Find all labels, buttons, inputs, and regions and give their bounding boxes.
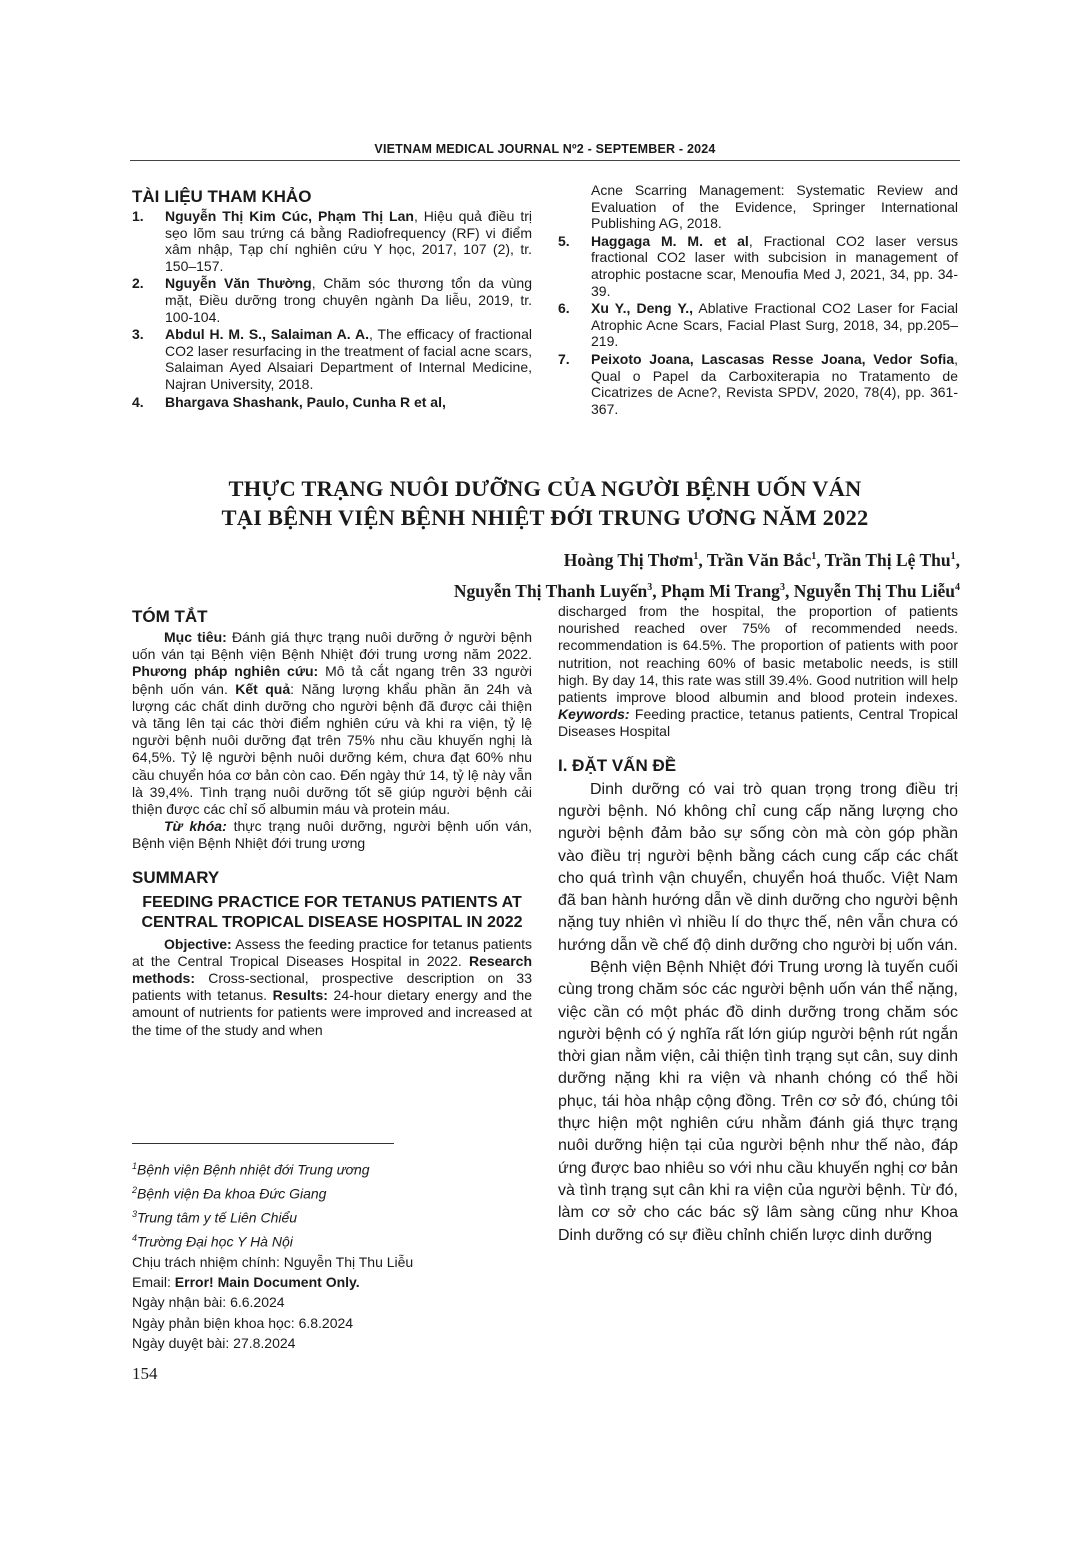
author-affiliation: 3 bbox=[647, 581, 653, 593]
reference-details: , Chăm sóc thương tổn da vùng mặt, Điều dưỡng trong chuyên ngành Da liễu, 2019, tr. 100-104. bbox=[165, 275, 532, 325]
review-date: Ngày phản biện khoa học: 6.8.2024 bbox=[132, 1314, 354, 1331]
author-affiliation: 4 bbox=[955, 581, 960, 593]
summary-keywords-text: Feeding practice, tetanus patients, Central Tropical Diseases Hospital bbox=[558, 706, 958, 740]
author-name: Phạm Mi Trang bbox=[661, 580, 780, 601]
page-number: 154 bbox=[132, 1364, 158, 1383]
summary-results-continued: discharged from the hospital, the proportion of patients nourished reached over 75% of recommended needs. recommendation is 64.5%. The proportion of patients with poor nutrition, not reaching 60% of basic metabolic needs, is still high. By day 14, this rate was still 39.4%. Good nutrition will help patients improve blood albumin and blood protein indexes. bbox=[558, 603, 958, 706]
summary-results-label: Results: bbox=[272, 987, 328, 1004]
right-column bbox=[558, 603, 958, 1247]
affiliation-4: $^4$Trường Đại học Y Hà Nội bbox=[132, 1232, 293, 1250]
reference-item bbox=[132, 275, 532, 325]
summary-paragraph bbox=[132, 936, 532, 1039]
reference-authors: Nguyễn Văn Thường bbox=[165, 275, 312, 292]
reference-item bbox=[132, 326, 532, 392]
summary-title: FEEDING PRACTICE FOR TETANUS PATIENTS AT CENTRAL TROPICAL DISEASE HOSPITAL IN 2022 bbox=[141, 893, 523, 932]
reference-item bbox=[558, 233, 958, 299]
email-line: Email: Error! Main Document Only. bbox=[132, 1274, 360, 1291]
reference-list-left bbox=[132, 208, 532, 410]
methods-text: Mô tả cắt ngang trên 33 người bệnh uốn ván. bbox=[132, 663, 533, 697]
reference-details: , Qual o Papel da Carboxiterapia no Tratamento de Cicatrizes de Acne?, Revista SPDV, 2020, 78(4), pp. 361-367. bbox=[591, 350, 958, 417]
keywords-label: Từ khóa: bbox=[164, 818, 227, 835]
results-text: : Năng lượng khẩu phần ăn 24h và lượng các chất dinh dưỡng cho người bệnh đã được cải thiện và tăng lên tại các thời điểm nghiên cứu và khi ra viện, tỷ lệ người bệnh nuôi dưỡng đạt trên 75% nhu cầu khuyến nghị là 64,5%. Tỷ lệ người bệnh nuôi dưỡng kém, chưa đạt 60% nhu cầu chuyển hóa cơ bản còn cao. Đến ngày thứ 14, tỷ lệ này vẫn là 39,4%. Tình trạng nuôi dưỡng tốt sẽ giúp người bệnh cải thiện được các chỉ số albumin máu và protein máu. bbox=[132, 680, 532, 818]
author-list bbox=[454, 543, 960, 605]
reference-number: 1. bbox=[132, 208, 144, 224]
summary-heading: SUMMARY bbox=[132, 867, 220, 887]
author-name: Trần Văn Bắc bbox=[706, 549, 812, 570]
reference-authors: Abdul H. M. S., Salaiman A. A. bbox=[165, 326, 370, 343]
reference-details: , The efficacy of fractional CO2 laser resurfacing in the treatment of facial acne scars, Salaiman Ayed Alsaiari Department of Internal Medicine, Najran University, 2018. bbox=[165, 326, 532, 392]
author-name: Trần Thị Lệ Thu bbox=[824, 549, 951, 570]
header-rule bbox=[130, 160, 960, 161]
reference-list-right bbox=[558, 182, 958, 417]
intro-heading: I. ĐẶT VẤN ĐỀ bbox=[558, 755, 677, 775]
journal-header: VIETNAM MEDICAL JOURNAL Nº2 - SEPTEMBER - 2024 bbox=[374, 142, 716, 156]
reference-item bbox=[132, 394, 532, 411]
reference-authors: Nguyễn Thị Kim Cúc, Phạm Thị Lan bbox=[165, 208, 414, 224]
article-title bbox=[130, 474, 960, 532]
author-name: Nguyễn Thị Thu Liễu bbox=[793, 580, 955, 601]
reference-number: 3. bbox=[132, 326, 144, 343]
reference-number: 5. bbox=[558, 232, 570, 249]
reference-number: 6. bbox=[558, 300, 570, 317]
references-left-column bbox=[132, 186, 532, 411]
objective-text: Đánh giá thực trạng nuôi dưỡng ở người bệnh uốn ván tại Bệnh viện Bệnh Nhiệt đới trung ương năm 2022. bbox=[132, 629, 532, 663]
reference-details: Ablative Fractional CO2 Laser for Facial Atrophic Acne Scars, Facial Plast Surg, 2018, 34, pp.205–219. bbox=[591, 300, 958, 350]
reference-number: 4. bbox=[132, 393, 144, 410]
author-affiliation: 1 bbox=[950, 551, 956, 562]
abstract-vi-keywords bbox=[132, 818, 532, 852]
intro-paragraph-2: Bệnh viện Bệnh Nhiệt đới Trung ương là tuyến cuối cùng trong chăm sóc các người bệnh uốn ván thể nặng, việc cần có một phác đồ dinh dưỡng trong chăm sóc người bệnh có ý nghĩa rất lớn giúp người bệnh rút ngắn thời gian nằm viện, cải thiện tình trạng sụt cân, suy dinh dưỡng nặng khi ra viện và nhanh chóng có thể hồi phục, tái hòa nhập cộng đồng. Trên cơ sở đó, chúng tôi thực hiện một nghiên cứu nhằm đánh giá thực trạng nuôi dưỡng hiện tại của người bệnh như thế nào, đáp ứng được bao nhiêu so với nhu cầu khuyến nghị cơ bản và tình trạng sụt cân khi ra viện của người bệnh. Từ đó, làm cơ sở cho các bác sỹ lâm sàng cũng như Khoa Dinh dưỡng có sự điều chỉnh chiến lược dinh dưỡng bbox=[558, 959, 958, 1244]
affiliation-2: $^2$Bệnh viện Đa khoa Đức Giang bbox=[132, 1184, 327, 1202]
summary-keywords-label: Keywords: bbox=[558, 706, 630, 723]
keywords-text: thực trạng nuôi dưỡng, người bệnh uốn ván, Bệnh viện Bệnh Nhiệt đới trung ương bbox=[132, 818, 533, 852]
affiliation-3: $^3$Trung tâm y tế Liên Chiểu bbox=[132, 1208, 298, 1226]
summary-methods-text: Cross-sectional, prospective description on 33 patients with tetanus. bbox=[132, 970, 532, 1004]
received-date: Ngày nhận bài: 6.6.2024 bbox=[132, 1294, 285, 1311]
references-heading: TÀI LIỆU THAM KHẢO bbox=[132, 187, 312, 206]
article-title-line: THỰC TRẠNG NUÔI DƯỠNG CỦA NGƯỜI BỆNH UỐN VÁN bbox=[228, 476, 862, 501]
summary-continued bbox=[558, 603, 958, 741]
references-right-column bbox=[558, 182, 958, 418]
summary-methods-label: Research methods: bbox=[132, 952, 532, 987]
intro-paragraph-1: Dinh dưỡng có vai trò quan trọng trong điều trị người bệnh. Nó không chỉ cung cấp năng lượng cho người bệnh đảm bảo sự sống còn mà còn góp phần vào điều trị người bệnh bằng cách cung cấp các chất cho quá trình vận chuyển, chuyển hoá thuốc. Việt Nam đã ban hành hướng dẫn về dinh dưỡng cho người bệnh nặng tuy nhiên vì nhiều lí do thực thế, nên vẫn chưa có hướng dẫn về chế độ dinh dưỡng cho người bị uốn ván. bbox=[558, 780, 958, 954]
results-label: Kết quả bbox=[235, 680, 291, 697]
author-name: Hoàng Thị Thơm bbox=[563, 549, 694, 570]
accepted-date: Ngày duyệt bài: 27.8.2024 bbox=[132, 1335, 296, 1351]
author-line: Nguyễn Thị Thanh Luyến$^3$, Phạm Mi Trang$^3$, Nguyễn Thị Thu Liễu$^4$ bbox=[453, 580, 960, 601]
author-affiliation: 1 bbox=[693, 551, 699, 562]
objective-label: Mục tiêu: bbox=[164, 629, 227, 645]
summary-results-text: 24-hour dietary energy and the amount of nutrients for patients were improved and increased at the time of the study and when bbox=[132, 987, 532, 1038]
reference-item bbox=[558, 351, 958, 417]
methods-label: Phương pháp nghiên cứu: bbox=[132, 663, 319, 680]
abstract-heading: TÓM TẮT bbox=[132, 607, 208, 626]
author-line: Hoàng Thị Thơm$^1$, Trần Văn Bắc$^1$, Trần Thị Lệ Thu$^1$, bbox=[563, 549, 960, 570]
footnote-rule bbox=[132, 1143, 394, 1144]
reference-item bbox=[132, 208, 532, 274]
reference-item bbox=[558, 300, 958, 350]
footnotes bbox=[132, 1156, 542, 1353]
reference-details: Acne Scarring Management: Systematic Review and Evaluation of the Evidence, Springer International Publishing AG, 2018. bbox=[591, 182, 958, 232]
reference-authors: Bhargava Shashank, Paulo, Cunha R et al, bbox=[165, 393, 446, 410]
reference-number: 2. bbox=[132, 275, 144, 292]
reference-details: , Hiệu quả điều trị sẹo lõm sau trứng cá bằng Radiofrequency (RF) vi điểm xâm nhập, Tạp chí nghiên cứu Y học, 2017, 107 (2), tr. 150–157. bbox=[165, 208, 533, 274]
reference-authors: Xu Y., Deng Y., bbox=[591, 300, 694, 317]
reference-authors: Haggaga M. M. et al bbox=[591, 232, 749, 249]
summary-objective-label: Objective: bbox=[164, 935, 232, 952]
reference-details: , Fractional CO2 laser versus fractional CO2 laser with subcision in management of atrophic postacne scar, Menoufia Med J, 2021, 34, pp. 34-39. bbox=[591, 232, 958, 299]
author-affiliation: 3 bbox=[779, 581, 785, 593]
corresponding-author: Chịu trách nhiệm chính: Nguyễn Thị Thu Liễu bbox=[132, 1253, 414, 1270]
reference-number: 7. bbox=[558, 350, 570, 367]
summary-objective-text: Assess the feeding practice for tetanus patients at the Central Tropical Diseases Hospital in 2022. bbox=[132, 935, 532, 969]
affiliation-1: $^1$Bệnh viện Bệnh nhiệt đới Trung ương bbox=[132, 1161, 370, 1178]
reference-item-continued bbox=[558, 182, 958, 232]
reference-authors: Peixoto Joana, Lascasas Resse Joana, Vedor Sofia bbox=[591, 350, 955, 367]
author-name: Nguyễn Thị Thanh Luyến bbox=[453, 580, 648, 601]
author-affiliation: 1 bbox=[811, 551, 817, 562]
abstract-left-column bbox=[132, 606, 532, 1039]
article-title-line: TẠI BỆNH VIỆN BỆNH NHIỆT ĐỚI TRUNG ƯƠNG NĂM 2022 bbox=[221, 505, 869, 530]
abstract-vi-paragraph bbox=[132, 629, 532, 818]
